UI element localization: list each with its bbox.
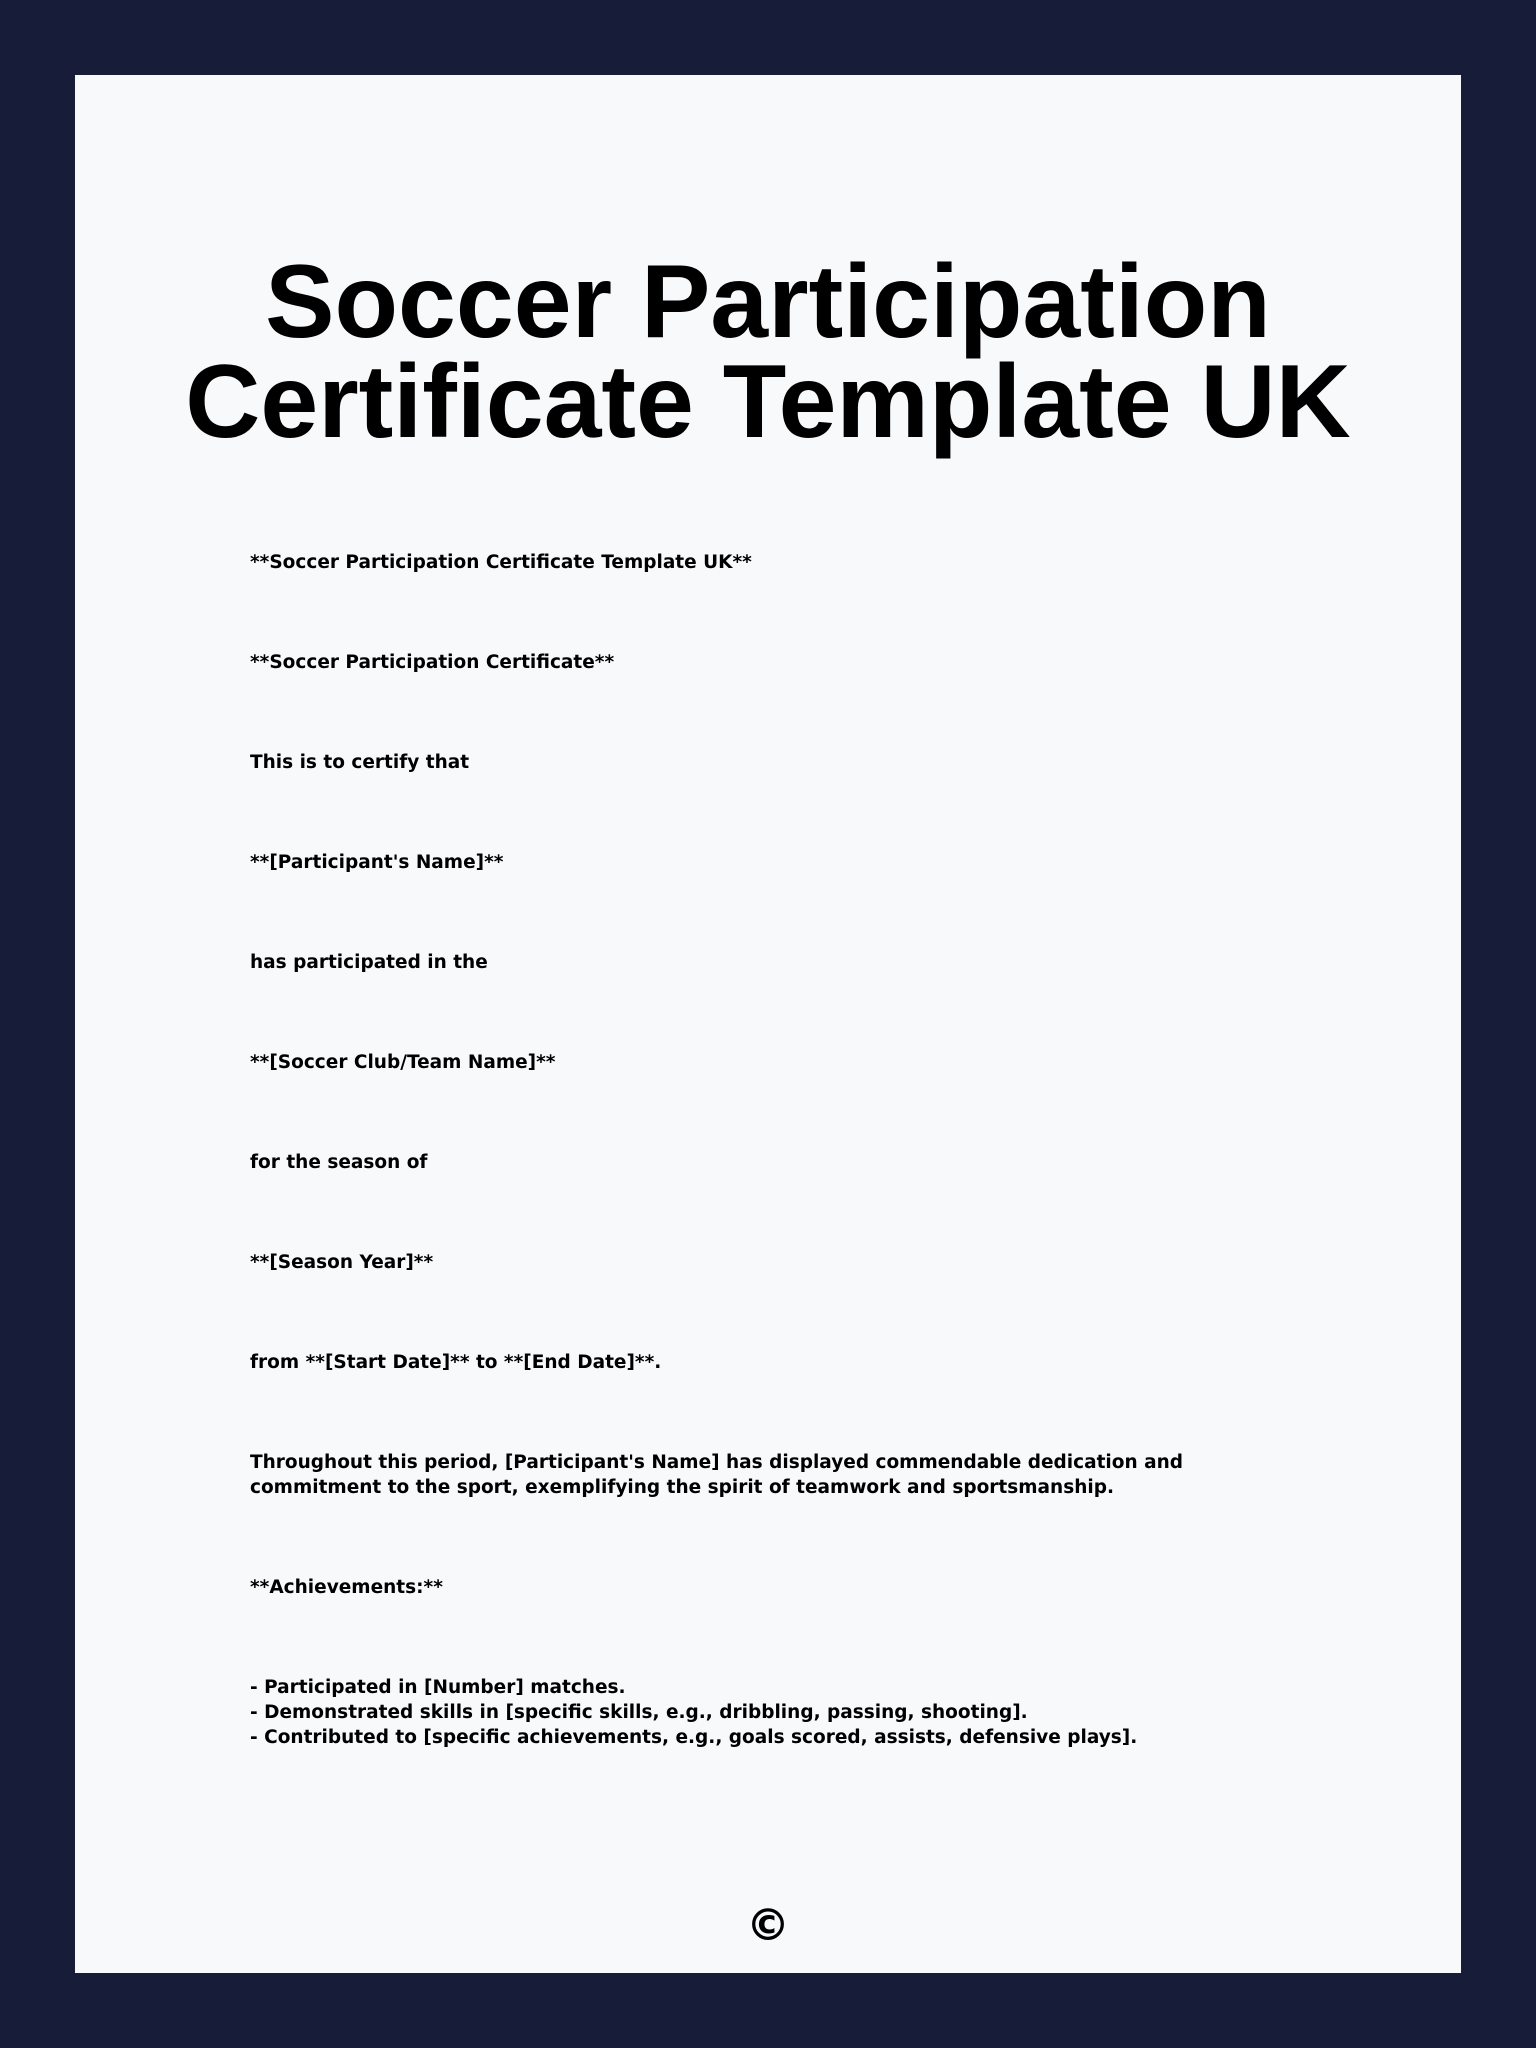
page-title: Soccer Participation Certificate Template UK xyxy=(185,244,1351,460)
certificate-page xyxy=(75,75,1461,1973)
dedication-paragraph: Throughout this period, [Participant's Name] has displayed commendable dedication and commitment to the sport, exemplifying the spirit of teamwork and sportsmanship. xyxy=(250,1452,1183,1498)
certificate-heading: **Soccer Participation Certificate** xyxy=(250,652,615,673)
achievements-heading: **Achievements:** xyxy=(250,1577,443,1598)
date-range-line: from **[Start Date]** to **[End Date]**. xyxy=(250,1352,662,1373)
season-year-placeholder: **[Season Year]** xyxy=(250,1252,434,1273)
heading-line: **Soccer Participation Certificate Template UK** xyxy=(250,552,752,573)
certify-line: This is to certify that xyxy=(250,752,470,773)
season-line: for the season of xyxy=(250,1152,428,1173)
copyright-icon: © xyxy=(746,1900,790,1951)
achievements-list: - Participated in [Number] matches. - Demonstrated skills in [specific skills, e.g., dribbling, passing, shooting]. - Contributed to [specific achievements, e.g., goals scored, assists, defensive plays]. xyxy=(250,1677,1138,1748)
participant-name-placeholder: **[Participant's Name]** xyxy=(250,852,504,873)
participated-line: has participated in the xyxy=(250,952,488,973)
club-name-placeholder: **[Soccer Club/Team Name]** xyxy=(250,1052,556,1073)
